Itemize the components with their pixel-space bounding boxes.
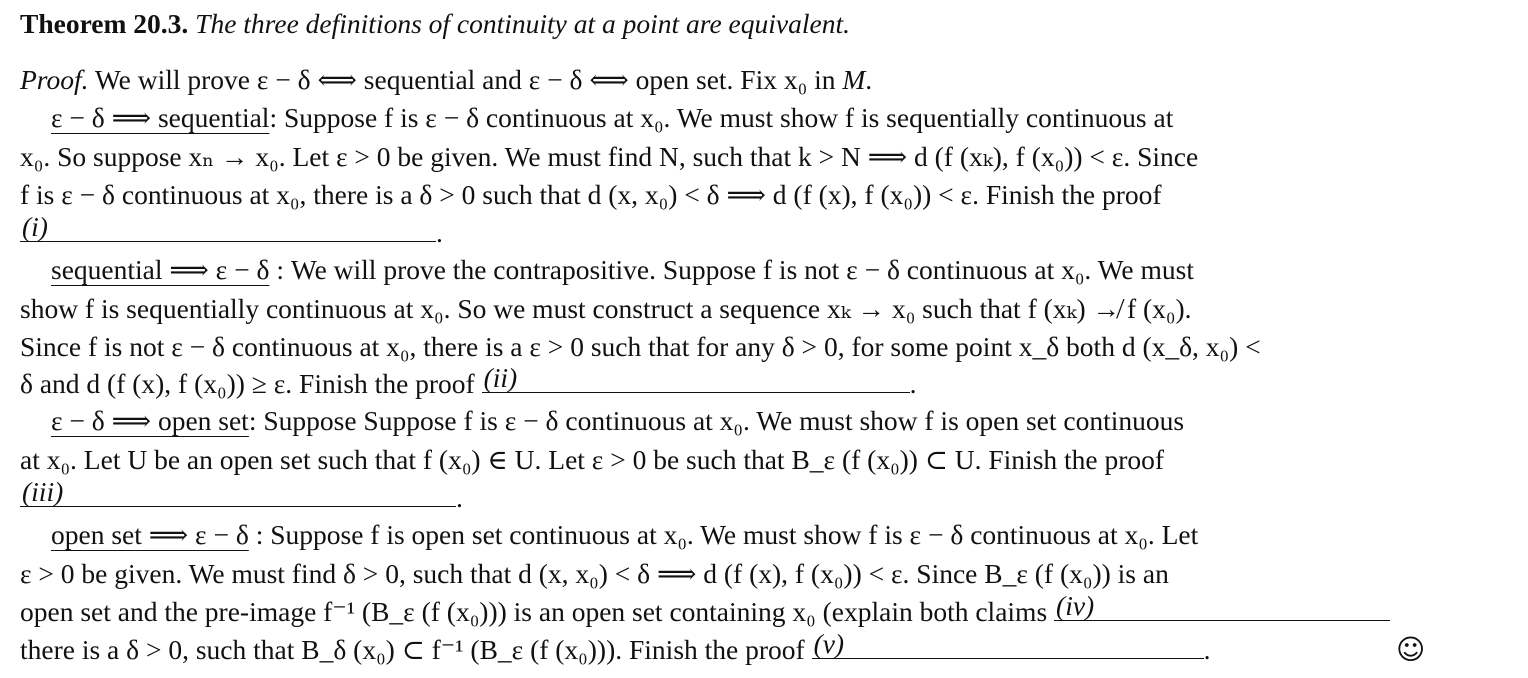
proof-line <box>20 556 1424 592</box>
answer-blank-label: (v) <box>813 628 845 659</box>
proof-text-segment: . <box>456 482 463 513</box>
answer-blank[interactable] <box>1054 590 1390 621</box>
proof-line <box>20 403 1424 439</box>
proof-line <box>20 139 1424 175</box>
proof-text-segment: ε > 0 be given. We must find δ > 0, such that d (x, x₀) < δ ⟹ d (f (x), f (x₀)) < ε. Since B_ε (f (x₀)) is an <box>20 558 1169 589</box>
proof-line-text <box>20 139 1198 175</box>
proof-text-segment: We will prove ε − δ ⟺ sequential and ε − δ ⟺ open set. Fix x₀ in <box>88 64 843 95</box>
proof-line <box>20 100 1424 136</box>
proof-text-segment: . <box>865 64 873 95</box>
answer-blank-label: (iii) <box>22 476 64 507</box>
proof-text-segment: at x₀. Let U be an open set such that f (x₀) ∈ U. Let ε > 0 be such that B_ε (f (x₀)) ⊂ U. Finish the proof <box>20 444 1165 475</box>
proof-line-text <box>20 476 463 516</box>
proof-line <box>20 590 1424 630</box>
proof-text-segment: ε − δ ⟹ sequential <box>51 102 270 133</box>
proof-text-segment: f is ε − δ continuous at x₀, there is a δ > 0 such that d (x, x₀) < δ ⟹ d (f (x), f (x₀)) < ε. Finish the proof <box>20 179 1162 210</box>
theorem-heading <box>20 6 1424 42</box>
proof-line <box>20 476 1424 516</box>
proof-text-segment: : Suppose Suppose f is ε − δ continuous at x₀. We must show f is open set continuous <box>248 405 1185 436</box>
answer-blank[interactable] <box>482 362 910 393</box>
proof-text-segment: . <box>436 217 443 248</box>
proof-line-text <box>51 517 1198 553</box>
proof-text-segment: : Suppose f is ε − δ continuous at x₀. We must show f is sequentially continuous at <box>269 102 1174 133</box>
proof-line-text <box>20 211 443 251</box>
proof-line-text <box>20 442 1164 478</box>
proof-line-text <box>20 362 917 402</box>
answer-blank-label: (iv) <box>1056 590 1095 621</box>
proof-text-segment: Since f is not ε − δ continuous at x₀, there is a ε > 0 such that for any δ > 0, for some point x_δ both d (x_δ, x₀) < <box>20 331 1261 362</box>
proof-line-text <box>20 62 872 98</box>
proof-text-segment: Proof. <box>20 64 89 95</box>
answer-blank[interactable] <box>20 476 456 507</box>
proof-line <box>20 517 1424 553</box>
proof-line <box>20 177 1424 213</box>
proof-line <box>20 628 1424 668</box>
answer-blank-label: (ii) <box>483 362 518 393</box>
proof-line-text <box>20 556 1169 592</box>
proof-line <box>20 252 1424 288</box>
proof-text-segment: : Suppose f is open set continuous at x₀. We must show f is ε − δ continuous at x₀. Let <box>248 519 1199 550</box>
theorem-label: Theorem 20.3. <box>20 8 189 39</box>
proof-text-segment: ε − δ ⟹ open set <box>51 405 249 436</box>
proof-text-segment: open set ⟹ ε − δ <box>51 519 249 550</box>
answer-blank[interactable] <box>812 628 1204 659</box>
smiley-icon: ☺ <box>1396 633 1426 666</box>
proof-text-segment: x₀. So suppose xₙ → x₀. Let ε > 0 be given. We must find N, such that k > N ⟹ d (f (xₖ), f (x₀)) < ε. Since <box>20 141 1199 172</box>
proof-text-segment: . <box>909 368 917 399</box>
proof-line <box>20 329 1424 365</box>
proof-text-segment: : We will prove the contrapositive. Suppose f is not ε − δ continuous at x₀. We must <box>269 254 1194 285</box>
answer-blank[interactable] <box>20 211 436 242</box>
proof-line-text <box>51 252 1194 288</box>
proof-line-text <box>20 628 1211 668</box>
proof-text-segment: open set and the pre-image f⁻¹ (B_ε (f (x₀))) is an open set containing x₀ (explain both claims <box>20 596 1055 627</box>
proof-line <box>20 211 1424 251</box>
proof-line-text <box>51 403 1184 439</box>
proof-line-text <box>20 177 1162 213</box>
proof-line <box>20 291 1424 327</box>
proof-text-segment: . <box>1203 634 1211 665</box>
proof-text-segment: sequential ⟹ ε − δ <box>51 254 270 285</box>
proof-line <box>20 62 1424 98</box>
proof-text-segment: show f is sequentially continuous at x₀. So we must construct a sequence xₖ → x₀ such that f (xₖ) ↛ f (x₀). <box>20 293 1192 324</box>
proof-text-segment: δ and d (f (x), f (x₀)) ≥ ε. Finish the proof <box>20 368 482 399</box>
proof-text-segment: there is a δ > 0, such that B_δ (x₀) ⊂ f⁻¹ (B_ε (f (x₀))). Finish the proof <box>20 634 812 665</box>
proof-line-text <box>20 291 1192 327</box>
proof-line <box>20 442 1424 478</box>
proof-text-segment: M <box>842 64 866 95</box>
proof-line-text <box>51 100 1173 136</box>
proof-line-text <box>20 590 1390 630</box>
answer-blank-label: (i) <box>22 211 48 242</box>
theorem-statement: The three definitions of continuity at a point are equivalent. <box>195 8 850 39</box>
proof-line-text <box>20 329 1261 365</box>
proof-line <box>20 362 1424 402</box>
